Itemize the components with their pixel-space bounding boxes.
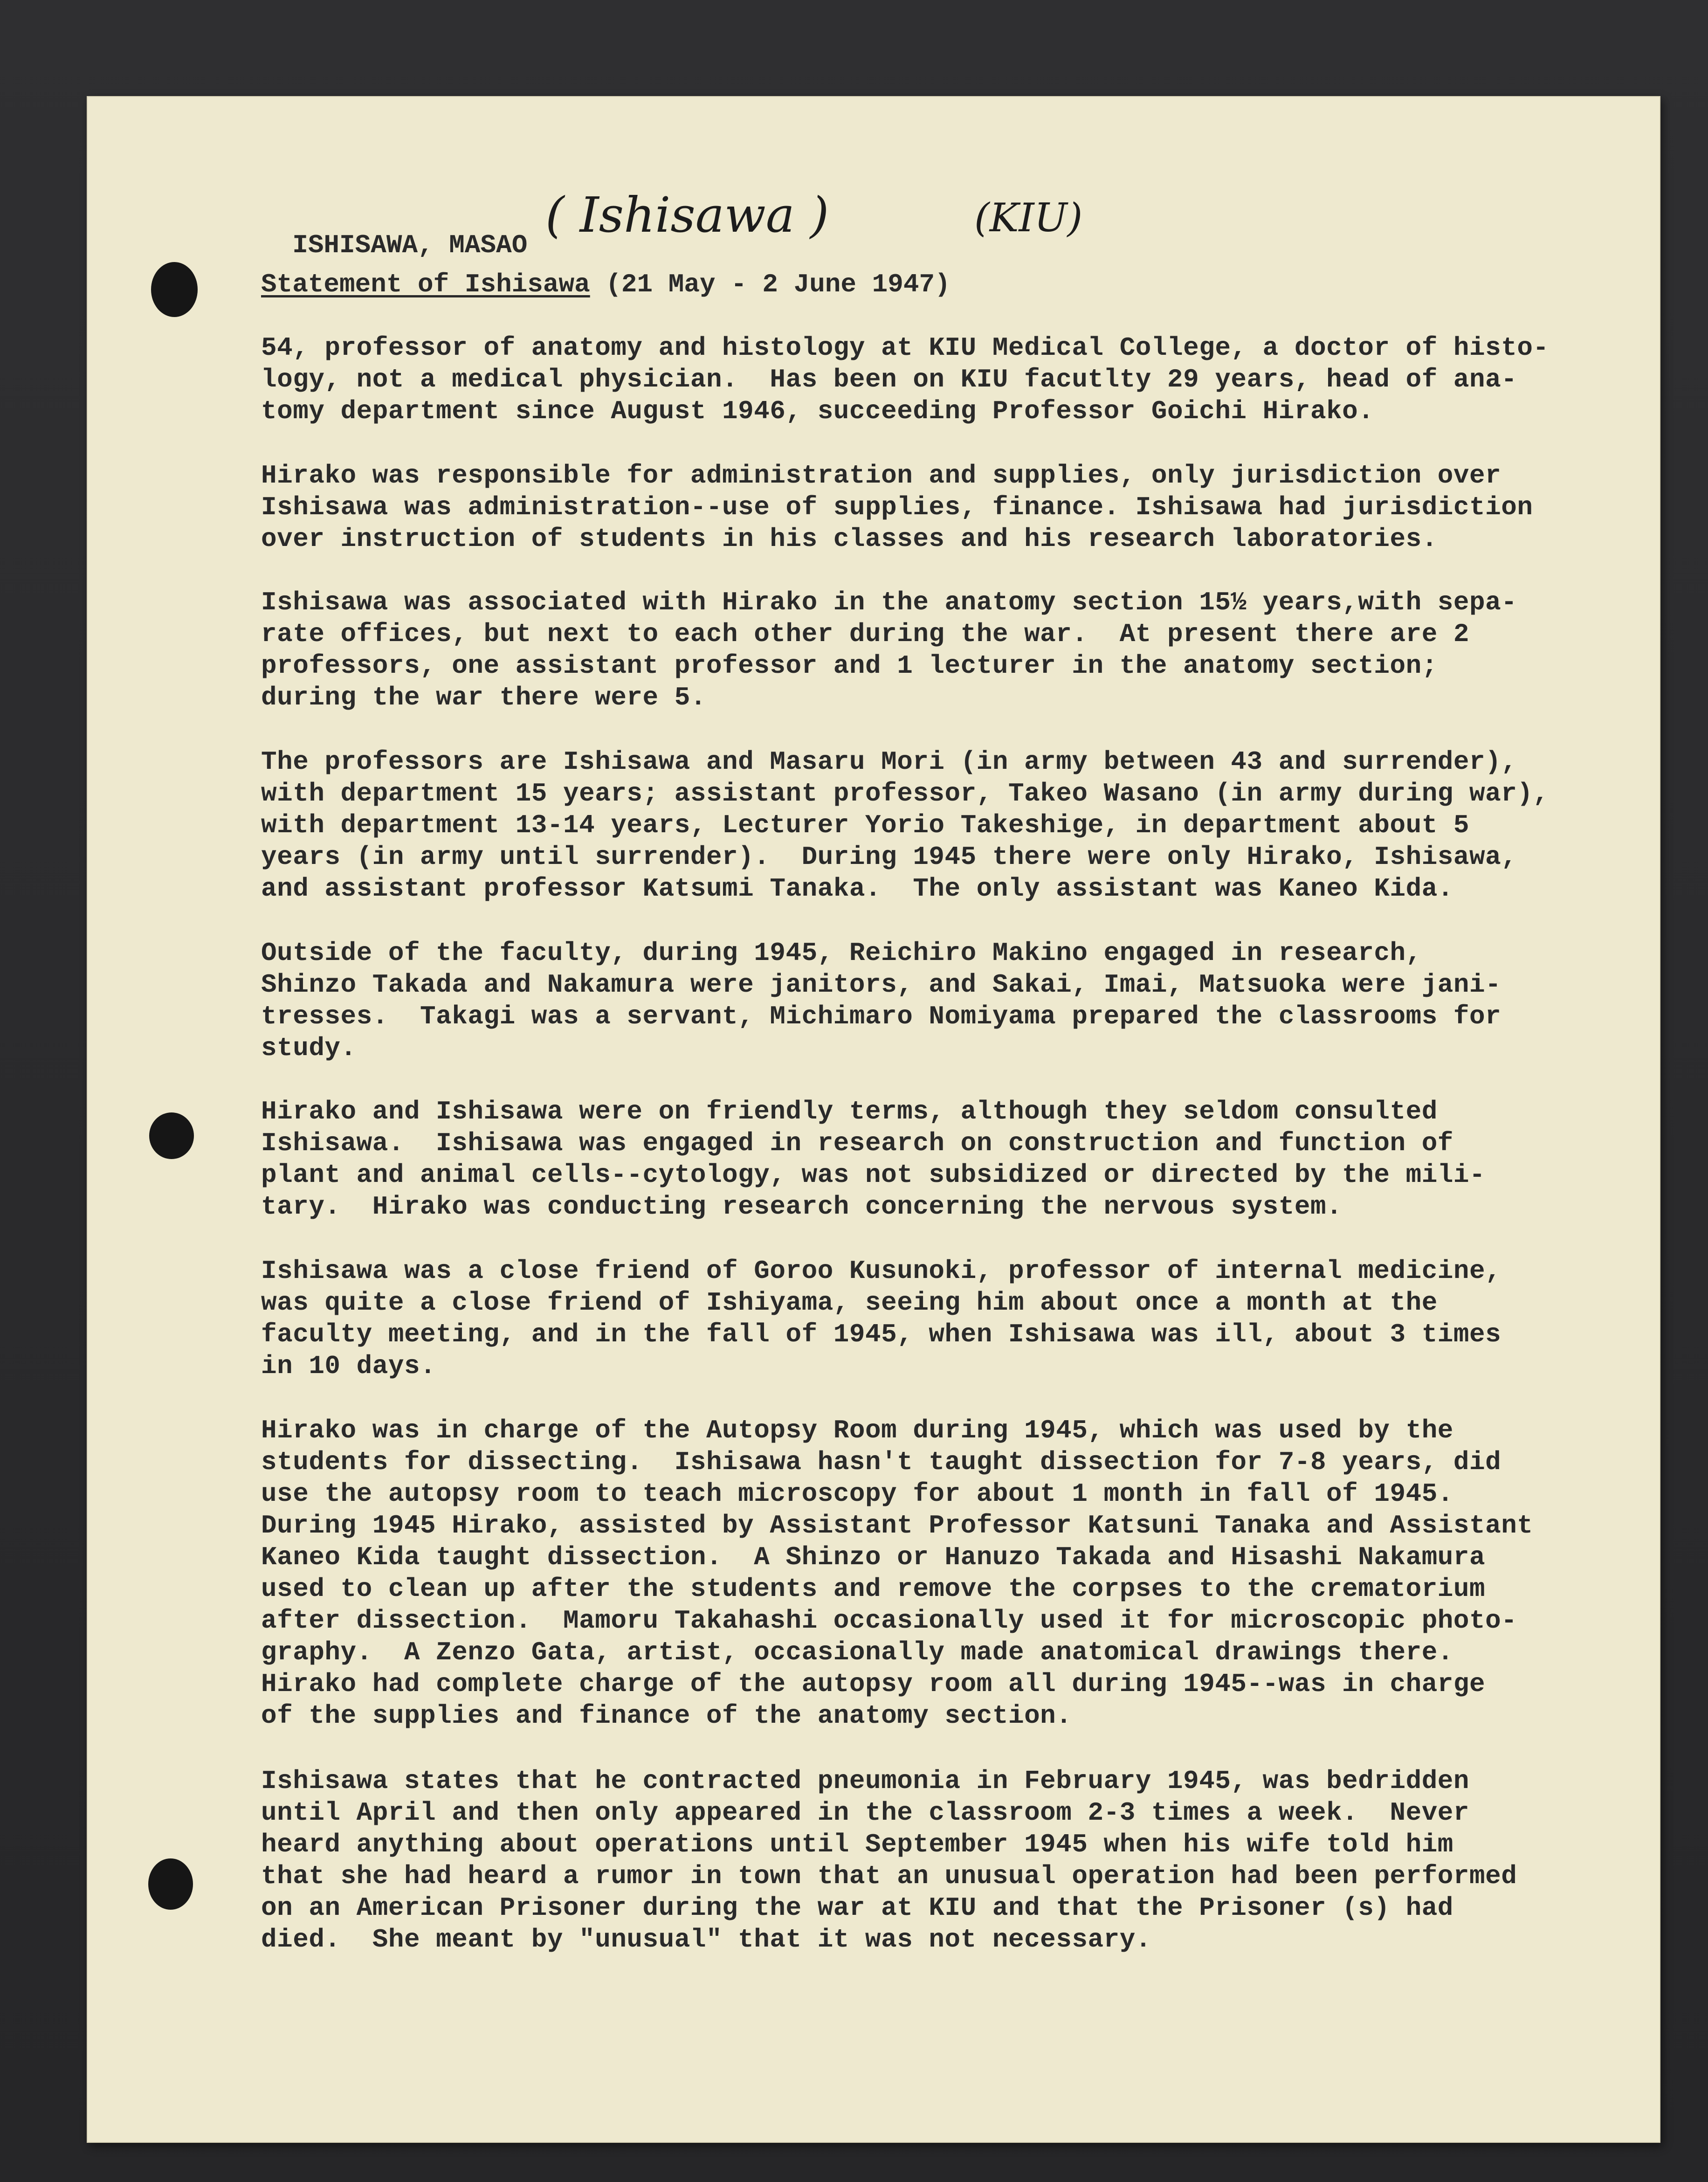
text-line: plant and animal cells--cytology, was not subsidized or directed by the mili-: [261, 1160, 1486, 1190]
text-line: on an American Prisoner during the war at KIU and that the Prisoner (s) had: [261, 1893, 1453, 1923]
text-line: 54, professor of anatomy and histology at KIU Medical College, a doctor of histo-: [261, 333, 1549, 363]
handwritten-name-annotation: ( Ishisawa ): [545, 186, 829, 243]
paragraph-3: [261, 587, 1566, 713]
text-line: over instruction of students in his classes and his research laboratories.: [261, 524, 1438, 554]
text-line: Ishisawa was administration--use of supplies, finance. Ishisawa had jurisdiction: [261, 492, 1533, 522]
text-line: tary. Hirako was conducting research concerning the nervous system.: [261, 1192, 1343, 1222]
text-line: Hirako was responsible for administration and supplies, only jurisdiction over: [261, 461, 1501, 490]
paragraph-4: [261, 746, 1566, 905]
text-line: during the war there were 5.: [261, 683, 706, 712]
text-line: with department 13-14 years, Lecturer Yorio Takeshige, in department about 5: [261, 810, 1470, 840]
text-line: use the autopsy room to teach microscopy for about 1 month in fall of 1945.: [261, 1479, 1453, 1509]
text-line: of the supplies and finance of the anatomy section.: [261, 1701, 1072, 1731]
text-line: Shinzo Takada and Nakamura were janitors, and Sakai, Imai, Matsuoka were jani-: [261, 970, 1501, 1000]
text-line: Hirako and Ishisawa were on friendly terms, although they seldom consulted: [261, 1097, 1438, 1126]
text-line: study.: [261, 1033, 357, 1063]
text-line: died. She meant by "unusual" that it was not necessary.: [261, 1925, 1151, 1954]
paragraph-5: [261, 937, 1566, 1064]
text-line: used to clean up after the students and remove the corpses to the crematorium: [261, 1574, 1486, 1604]
paragraph-7: [261, 1255, 1566, 1382]
punch-hole-bottom: [148, 1858, 193, 1910]
text-line: students for dissecting. Ishisawa hasn't taught dissection for 7-8 years, did: [261, 1447, 1501, 1477]
text-line: graphy. A Zenzo Gata, artist, occasionally made anatomical drawings there.: [261, 1637, 1453, 1667]
statement-heading: [261, 269, 950, 299]
text-line: heard anything about operations until September 1945 when his wife told him: [261, 1830, 1453, 1859]
text-line: Ishisawa states that he contracted pneumonia in February 1945, was bedridden: [261, 1766, 1470, 1796]
text-line: in 10 days.: [261, 1351, 436, 1381]
statement-dates: (21 May - 2 June 1947): [606, 269, 950, 299]
paragraph-8: [261, 1415, 1566, 1732]
text-line: faculty meeting, and in the fall of 1945, when Ishisawa was ill, about 3 times: [261, 1319, 1501, 1349]
text-line: tresses. Takagi was a servant, Michimaro Nomiyama prepared the classrooms for: [261, 1001, 1501, 1031]
text-line: Kaneo Kida taught dissection. A Shinzo or Hanuzo Takada and Hisashi Nakamura: [261, 1542, 1486, 1572]
text-line: rate offices, but next to each other during the war. At present there are 2: [261, 619, 1470, 649]
text-line: Ishisawa. Ishisawa was engaged in research on construction and function of: [261, 1128, 1453, 1158]
text-line: Ishisawa was associated with Hirako in the anatomy section 15½ years,with sepa-: [261, 587, 1517, 617]
text-line: with department 15 years; assistant professor, Takeo Wasano (in army during war),: [261, 779, 1549, 808]
paragraph-2: [261, 460, 1566, 555]
text-line: and assistant professor Katsumi Tanaka. The only assistant was Kaneo Kida.: [261, 874, 1453, 904]
punch-hole-middle: [149, 1112, 194, 1159]
record-header: [261, 200, 527, 260]
text-line: professors, one assistant professor and 1 lecturer in the anatomy section;: [261, 651, 1438, 681]
text-line: tomy department since August 1946, succeeding Professor Goichi Hirako.: [261, 396, 1374, 426]
text-line: The professors are Ishisawa and Masaru Mori (in army between 43 and surrender),: [261, 747, 1517, 777]
header-name: ISHISAWA, MASAO: [292, 230, 528, 260]
text-line: Hirako was in charge of the Autopsy Room during 1945, which was used by the: [261, 1416, 1453, 1445]
statement-title: Statement of Ishisawa: [261, 269, 590, 299]
text-line: until April and then only appeared in the classroom 2-3 times a week. Never: [261, 1798, 1470, 1828]
paragraph-9: [261, 1765, 1566, 1955]
text-line: Hirako had complete charge of the autopsy room all during 1945--was in charge: [261, 1669, 1486, 1699]
text-line: Ishisawa was a close friend of Goroo Kusunoki, professor of internal medicine,: [261, 1256, 1501, 1286]
handwritten-org-annotation: (KIU): [974, 195, 1083, 241]
text-line: years (in army until surrender). During 1945 there were only Hirako, Ishisawa,: [261, 842, 1517, 872]
text-line: that she had heard a rumor in town that an unusual operation had been performed: [261, 1861, 1517, 1891]
paragraph-6: [261, 1096, 1566, 1222]
punch-hole-top: [151, 262, 198, 317]
paragraph-1: [261, 332, 1566, 427]
text-line: was quite a close friend of Ishiyama, seeing him about once a month at the: [261, 1288, 1438, 1318]
text-line: During 1945 Hirako, assisted by Assistant Professor Katsuni Tanaka and Assistant: [261, 1511, 1533, 1540]
text-line: logy, not a medical physician. Has been on KIU facutlty 29 years, head of ana-: [261, 365, 1517, 394]
text-line: after dissection. Mamoru Takahashi occasionally used it for microscopic photo-: [261, 1606, 1517, 1636]
text-line: Outside of the faculty, during 1945, Reichiro Makino engaged in research,: [261, 938, 1422, 968]
